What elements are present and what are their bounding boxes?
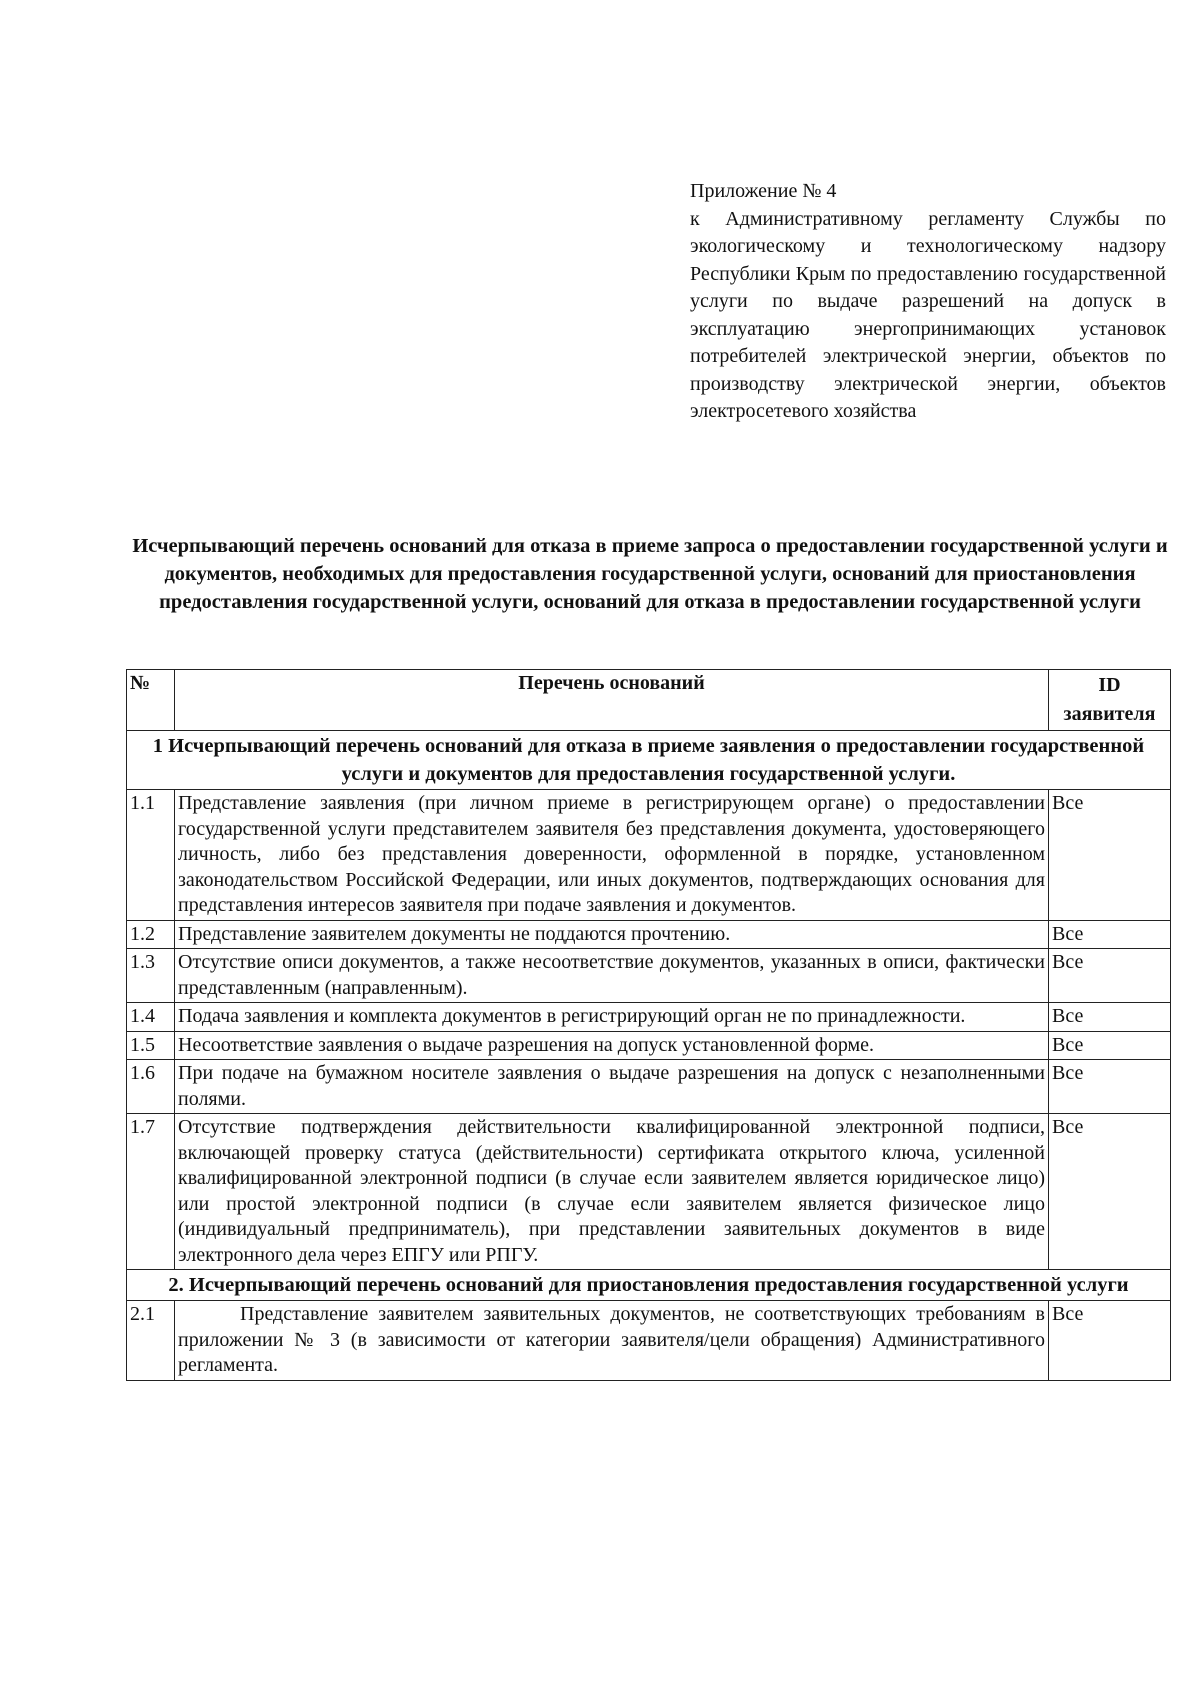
- row-number: 1.2: [127, 920, 175, 949]
- row-text: Представление заявителем документы не поддаются прочтению.: [175, 920, 1049, 949]
- table-header-row: [127, 670, 1171, 731]
- row-text: Отсутствие подтверждения действительности квалифицированной электронной подписи, включающей проверку статуса (действительности) сертификата открытого ключа, усиленной квалифицированной электронной подписи (в случае если заявителем является юридическое лицо) или простой электронной подписи (в случае если заявителем является физическое лицо (индивидуальный предприниматель), при представлении заявительных документов в виде электронного дела через ЕПГУ или РПГУ.: [175, 1114, 1049, 1270]
- table-row: [127, 1114, 1171, 1270]
- section-row: [127, 1270, 1171, 1301]
- row-applicant-id: Все: [1049, 1060, 1171, 1114]
- table-row: [127, 1060, 1171, 1114]
- header-number: №: [127, 670, 175, 731]
- row-text: Несоответствие заявления о выдаче разрешения на допуск установленной форме.: [175, 1031, 1049, 1060]
- row-number: 1.7: [127, 1114, 175, 1270]
- grounds-table: [126, 669, 1171, 1381]
- table-row: [127, 949, 1171, 1003]
- row-number: 1.3: [127, 949, 175, 1003]
- row-text: При подаче на бумажном носителе заявления о выдаче разрешения на допуск с незаполненными полями.: [175, 1060, 1049, 1114]
- table-row: [127, 920, 1171, 949]
- row-number: 1.5: [127, 1031, 175, 1060]
- table-row: [127, 1031, 1171, 1060]
- row-number: 1.4: [127, 1003, 175, 1032]
- row-number: 1.1: [127, 790, 175, 921]
- table-row: [127, 790, 1171, 921]
- row-text: Представление заявителем заявительных документов, не соответствующих требованиям в приложении № 3 (в зависимости от категории заявителя/цели обращения) Административного регламента.: [175, 1301, 1049, 1381]
- row-text: Представление заявления (при личном приеме в регистрирующем органе) о предоставлении государственной услуги представителем заявителя без представления документа, удостоверяющего личность, либо без представления доверенности, оформленной в порядке, установленном законодательством Российской Федерации, или иных документов, подтверждающих основания для представления интересов заявителя при подаче заявления и документов.: [175, 790, 1049, 921]
- section-row: [127, 731, 1171, 790]
- row-number: 2.1: [127, 1301, 175, 1381]
- row-applicant-id: Все: [1049, 1031, 1171, 1060]
- header-applicant-id: ID заявителя: [1049, 670, 1171, 731]
- section-1-title: 1 Исчерпывающий перечень оснований для отказа в приеме заявления о предоставлении государственной услуги и документов для предоставления государственной услуги.: [127, 731, 1171, 790]
- header-grounds-list: Перечень оснований: [175, 670, 1049, 731]
- row-applicant-id: Все: [1049, 1003, 1171, 1032]
- row-text: Подача заявления и комплекта документов в регистрирующий орган не по принадлежности.: [175, 1003, 1049, 1032]
- appendix-reference: к Административному регламенту Службы по экологическому и технологическому надзору Республики Крым по предоставлению государственной услуги по выдаче разрешений на допуск в эксплуатацию энергопринимающих установок потребителей электрической энергии, объектов по производству электрической энергии, объектов электросетевого хозяйства: [690, 207, 1166, 422]
- appendix-block: [690, 178, 1166, 426]
- row-applicant-id: Все: [1049, 790, 1171, 921]
- appendix-number: Приложение № 4: [690, 180, 837, 202]
- section-2-title: 2. Исчерпывающий перечень оснований для приостановления предоставления государственной услуги: [127, 1270, 1171, 1301]
- table-row: [127, 1003, 1171, 1032]
- row-number: 1.6: [127, 1060, 175, 1114]
- row-applicant-id: Все: [1049, 1114, 1171, 1270]
- table-row: [127, 1301, 1171, 1381]
- row-applicant-id: Все: [1049, 920, 1171, 949]
- row-text: Отсутствие описи документов, а также несоответствие документов, указанных в описи, фактически представленным (направленным).: [175, 949, 1049, 1003]
- row-applicant-id: Все: [1049, 949, 1171, 1003]
- row-applicant-id: Все: [1049, 1301, 1171, 1381]
- document-title: Исчерпывающий перечень оснований для отказа в приеме запроса о предоставлении государственной услуги и документов, необходимых для предоставления государственной услуги, оснований для приостановления предоставления государственной услуги, оснований для отказа в предоставлении государственной услуги: [132, 535, 1168, 613]
